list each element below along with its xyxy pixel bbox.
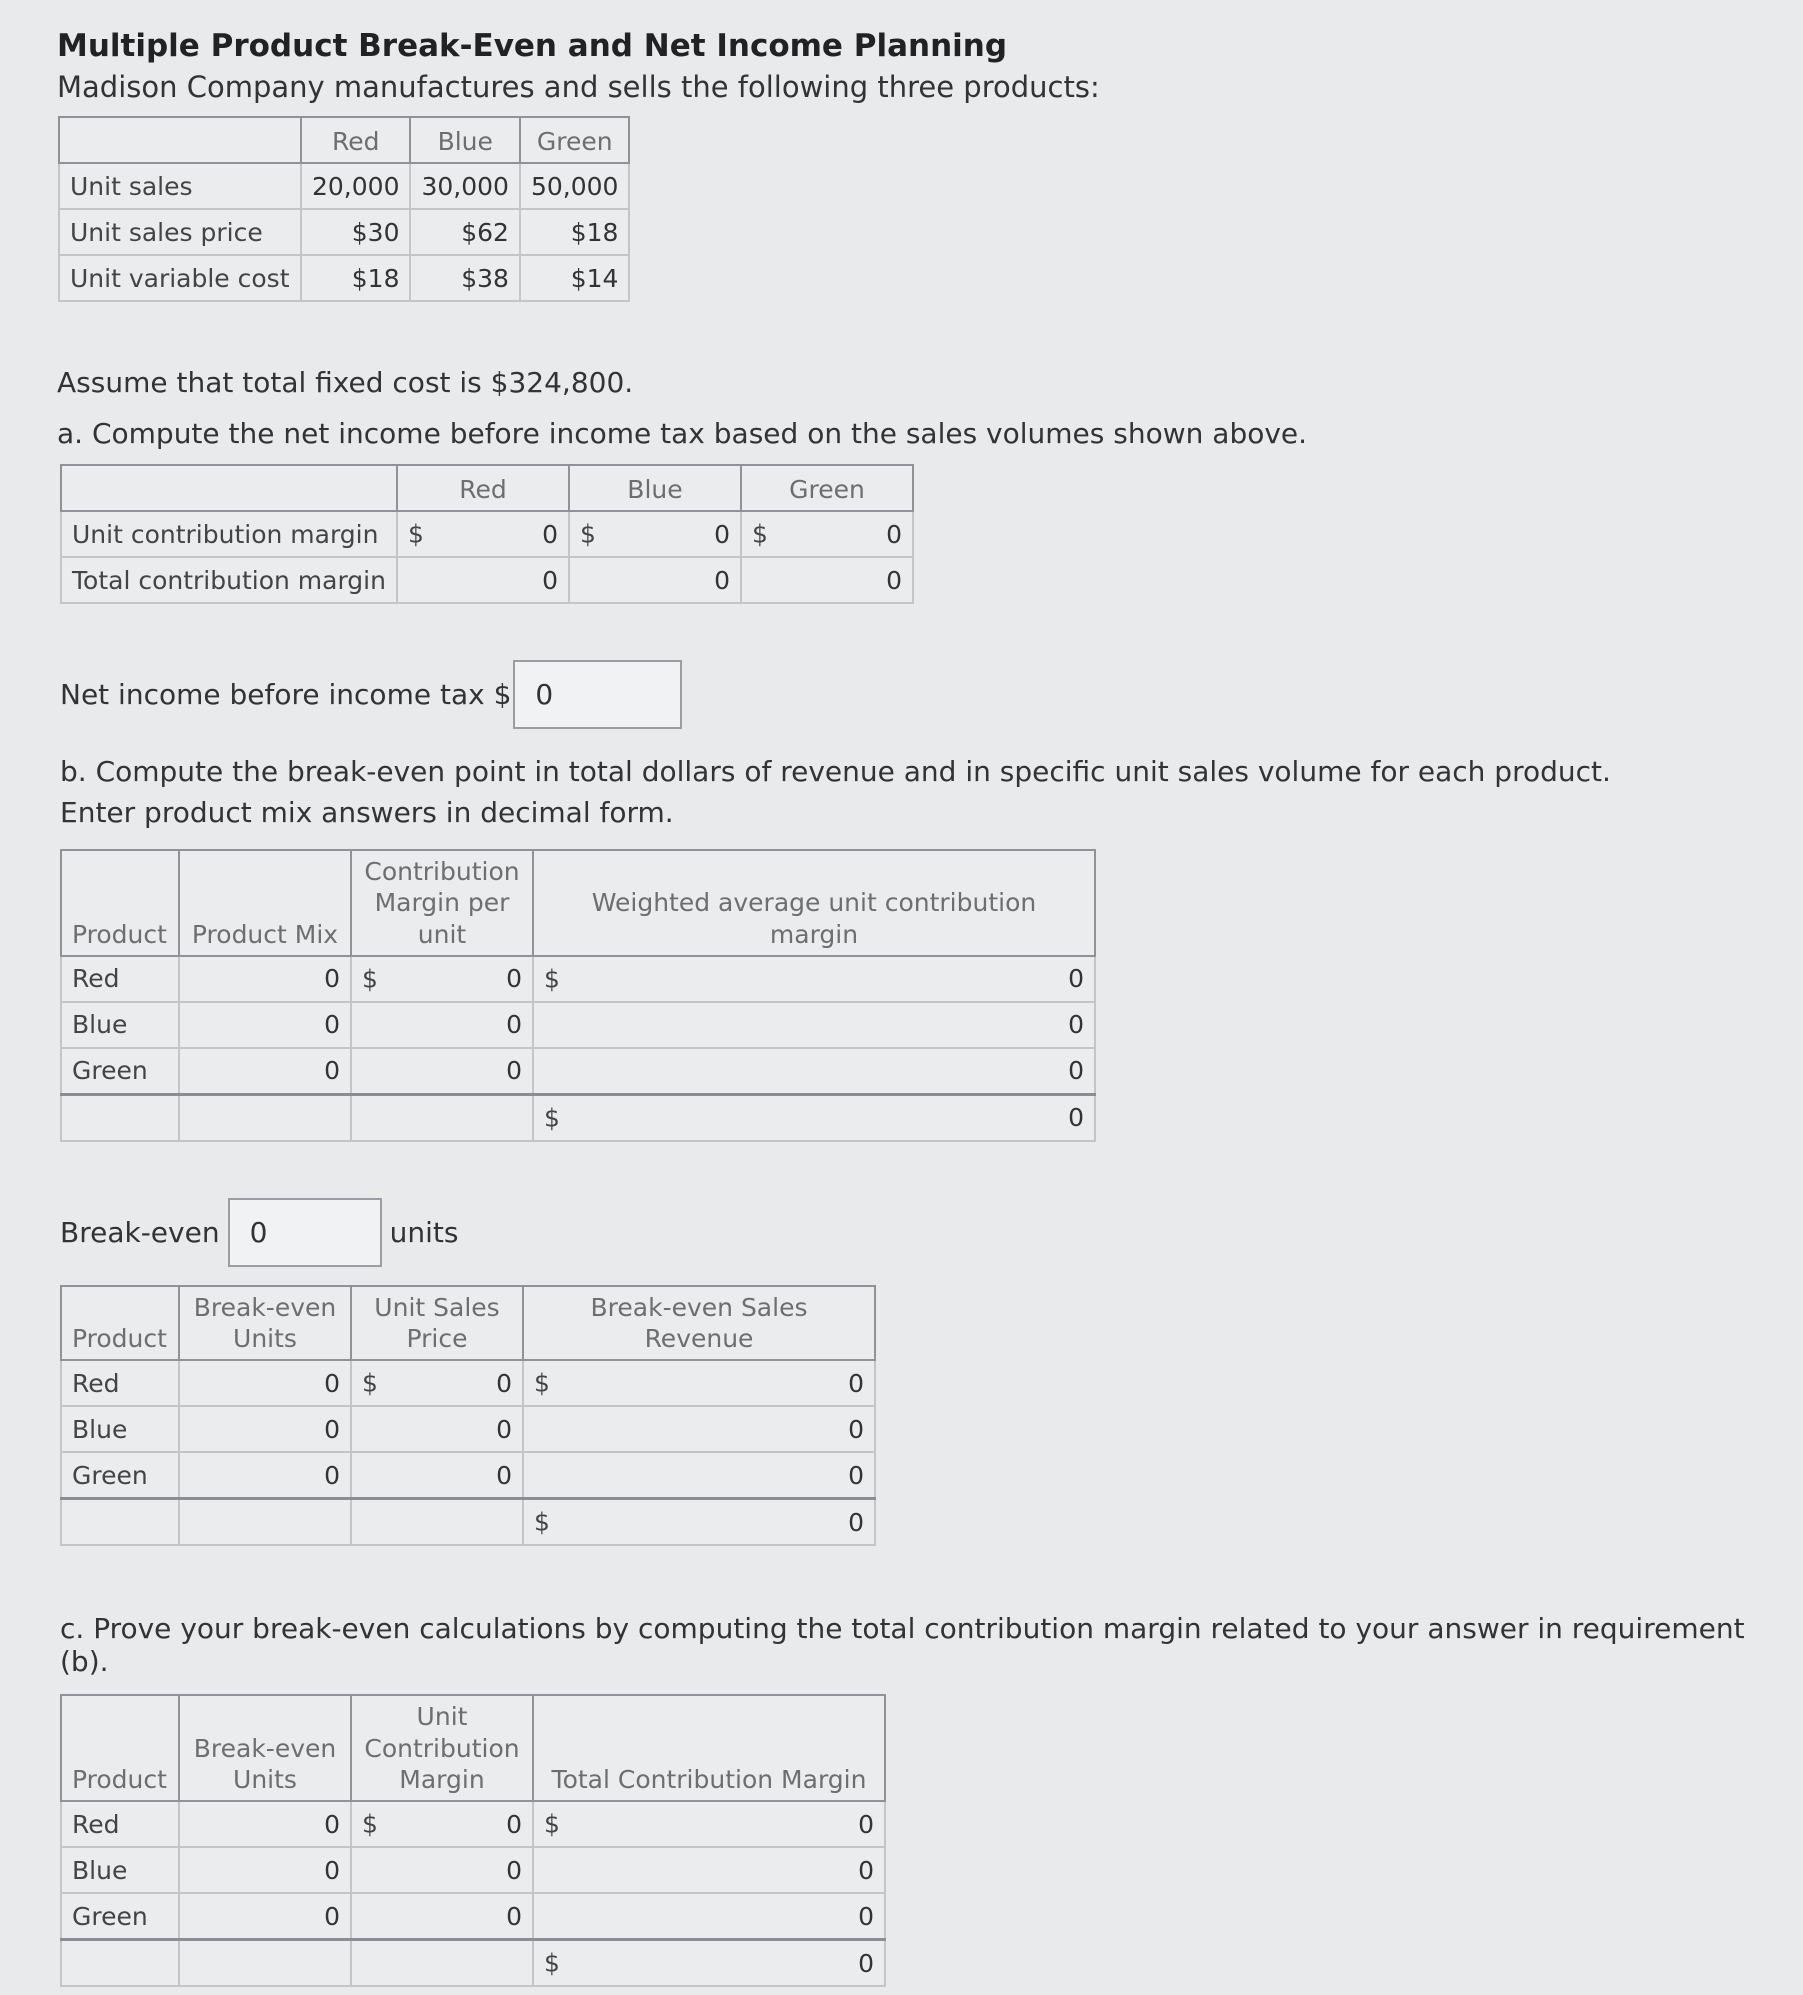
product-label: Blue <box>61 1406 179 1452</box>
table-row <box>59 255 629 301</box>
header-total-cm: Total Contribution Margin <box>533 1695 885 1801</box>
input-total-wacm[interactable]: $ 0 <box>533 1094 1095 1141</box>
empty-cell <box>61 1940 179 1987</box>
row-label: Unit contribution margin <box>61 511 397 557</box>
input-green-c-ucm[interactable]: 0 <box>351 1893 533 1940</box>
empty-cell <box>351 1940 533 1987</box>
net-income-input[interactable]: 0 <box>513 660 682 729</box>
cell-value: $18 <box>520 209 629 255</box>
header-product: Product <box>61 1695 179 1801</box>
part-c-prompt: c. Prove your break-even calculations by computing the total contribution margin related to your answer in requirement (b). <box>60 1612 1745 1679</box>
total-row <box>61 1094 1095 1141</box>
input-blue-c-ucm[interactable]: 0 <box>351 1847 533 1893</box>
empty-cell <box>179 1940 351 1987</box>
total-row <box>61 1499 875 1546</box>
intro-text: Madison Company manufactures and sells the following three products: <box>57 70 1100 104</box>
input-red-unit-cm[interactable]: $ 0 <box>397 511 569 557</box>
product-label: Blue <box>61 1847 179 1893</box>
units-label: units <box>389 1215 459 1249</box>
header-red: Red <box>301 117 410 163</box>
product-label: Green <box>61 1893 179 1940</box>
break-even-label: Break-even <box>60 1215 220 1249</box>
cell-value: 30,000 <box>410 163 519 209</box>
currency-symbol: $ <box>362 964 378 994</box>
table-row <box>61 1893 885 1940</box>
header-wacm: Weighted average unit contribution margin <box>533 850 1095 956</box>
input-blue-be-units[interactable]: 0 <box>179 1406 351 1452</box>
header-green: Green <box>741 465 913 511</box>
input-blue-revenue[interactable]: 0 <box>523 1406 875 1452</box>
input-red-c-tcm[interactable]: $ 0 <box>533 1801 885 1847</box>
empty-cell <box>61 1499 179 1546</box>
currency-symbol: $ <box>362 1809 378 1839</box>
row-label: Unit variable cost <box>59 255 301 301</box>
input-green-wacm[interactable]: 0 <box>533 1048 1095 1095</box>
input-blue-cm[interactable]: 0 <box>351 1002 533 1048</box>
input-green-revenue[interactable]: 0 <box>523 1452 875 1499</box>
input-green-total-cm[interactable]: 0 <box>741 557 913 603</box>
page-title: Multiple Product Break-Even and Net Income Planning <box>57 28 1008 64</box>
table-row <box>61 1847 885 1893</box>
input-red-be-units[interactable]: 0 <box>179 1360 351 1406</box>
currency-symbol: $ <box>534 1368 550 1398</box>
input-green-price[interactable]: 0 <box>351 1452 523 1499</box>
product-label: Green <box>61 1048 179 1095</box>
table-row <box>61 1360 875 1406</box>
input-blue-wacm[interactable]: 0 <box>533 1002 1095 1048</box>
header-product-mix: Product Mix <box>179 850 351 956</box>
input-green-c-tcm[interactable]: 0 <box>533 1893 885 1940</box>
table-row <box>61 1048 1095 1095</box>
empty-cell <box>351 1499 523 1546</box>
input-blue-unit-cm[interactable]: $ 0 <box>569 511 741 557</box>
input-green-cm[interactable]: 0 <box>351 1048 533 1095</box>
table-row <box>61 1452 875 1499</box>
header-unit-sales-price: Unit Sales Price <box>351 1286 523 1361</box>
currency-symbol: $ <box>534 1507 550 1537</box>
input-blue-price[interactable]: 0 <box>351 1406 523 1452</box>
header-break-even-units: Break-even Units <box>179 1286 351 1361</box>
cell-value: $30 <box>301 209 410 255</box>
empty-cell <box>179 1499 351 1546</box>
header-break-even-revenue: Break-even Sales Revenue <box>523 1286 875 1361</box>
input-blue-total-cm[interactable]: 0 <box>569 557 741 603</box>
input-green-unit-cm[interactable]: $ 0 <box>741 511 913 557</box>
cell-value: $38 <box>410 255 519 301</box>
product-label: Red <box>61 956 179 1002</box>
header-blue: Blue <box>410 117 519 163</box>
header-break-even-units: Break-even Units <box>179 1695 351 1801</box>
product-label: Red <box>61 1360 179 1406</box>
part-a-table <box>60 464 914 604</box>
problem-page <box>55 20 1755 1987</box>
header-blue: Blue <box>569 465 741 511</box>
header-green: Green <box>520 117 629 163</box>
input-red-wacm[interactable]: $ 0 <box>533 956 1095 1002</box>
empty-cell <box>61 1094 179 1141</box>
input-total-revenue[interactable]: $ 0 <box>523 1499 875 1546</box>
row-label: Unit sales <box>59 163 301 209</box>
cell-value: $62 <box>410 209 519 255</box>
table-row <box>59 209 629 255</box>
input-red-mix[interactable]: 0 <box>179 956 351 1002</box>
table-row <box>61 1002 1095 1048</box>
part-b-prompt-2: Enter product mix answers in decimal form. <box>60 796 674 829</box>
table-row <box>61 1406 875 1452</box>
input-green-c-units[interactable]: 0 <box>179 1893 351 1940</box>
input-green-be-units[interactable]: 0 <box>179 1452 351 1499</box>
table-row <box>61 557 913 603</box>
input-red-c-units[interactable]: 0 <box>179 1801 351 1847</box>
product-label: Blue <box>61 1002 179 1048</box>
table-row <box>61 956 1095 1002</box>
corner-cell <box>61 465 397 511</box>
part-a-prompt: a. Compute the net income before income tax based on the sales volumes shown above. <box>57 417 1308 450</box>
input-red-price[interactable]: $ 0 <box>351 1360 523 1406</box>
cell-value: $18 <box>301 255 410 301</box>
table-row <box>59 163 629 209</box>
net-income-label: Net income before income tax $ <box>60 678 512 711</box>
products-table <box>58 116 630 302</box>
currency-symbol: $ <box>544 964 560 994</box>
header-red: Red <box>397 465 569 511</box>
product-mix-table <box>60 849 1096 1142</box>
header-product: Product <box>61 1286 179 1361</box>
input-red-total-cm[interactable]: 0 <box>397 557 569 603</box>
empty-cell <box>351 1094 533 1141</box>
input-red-c-ucm[interactable]: $ 0 <box>351 1801 533 1847</box>
product-label: Green <box>61 1452 179 1499</box>
contribution-proof-table <box>60 1694 886 1987</box>
currency-symbol: $ <box>751 519 768 549</box>
cell-value: 20,000 <box>301 163 410 209</box>
input-red-cm[interactable]: $ 0 <box>351 956 533 1002</box>
cell-value: $14 <box>520 255 629 301</box>
break-even-input[interactable]: 0 <box>228 1198 382 1267</box>
header-product: Product <box>61 850 179 956</box>
cell-value: 50,000 <box>520 163 629 209</box>
currency-symbol: $ <box>544 1809 560 1839</box>
input-green-mix[interactable]: 0 <box>179 1048 351 1095</box>
table-row <box>61 1801 885 1847</box>
header-unit-cm: Unit Contribution Margin <box>351 1695 533 1801</box>
currency-symbol: $ <box>544 1948 560 1978</box>
input-blue-mix[interactable]: 0 <box>179 1002 351 1048</box>
break-even-row <box>60 1198 1755 1267</box>
part-b-prompt-1: b. Compute the break-even point in total dollars of revenue and in specific unit sales volume for each product. <box>60 755 1611 788</box>
total-row <box>61 1940 885 1987</box>
currency-symbol: $ <box>362 1368 378 1398</box>
input-blue-c-units[interactable]: 0 <box>179 1847 351 1893</box>
currency-symbol: $ <box>579 519 596 549</box>
corner-cell <box>59 117 301 163</box>
fixed-cost-text: Assume that total fixed cost is $324,800. <box>57 366 634 399</box>
header-cm-per-unit: Contribution Margin per unit <box>351 850 533 956</box>
input-blue-c-tcm[interactable]: 0 <box>533 1847 885 1893</box>
table-row <box>61 511 913 557</box>
currency-symbol: $ <box>544 1103 560 1133</box>
product-label: Red <box>61 1801 179 1847</box>
input-red-revenue[interactable]: $ 0 <box>523 1360 875 1406</box>
empty-cell <box>179 1094 351 1141</box>
break-even-revenue-table <box>60 1285 876 1547</box>
row-label: Unit sales price <box>59 209 301 255</box>
input-total-c-tcm[interactable]: $ 0 <box>533 1940 885 1987</box>
currency-symbol: $ <box>407 519 424 549</box>
row-label: Total contribution margin <box>61 557 397 603</box>
net-income-row <box>60 660 1755 729</box>
